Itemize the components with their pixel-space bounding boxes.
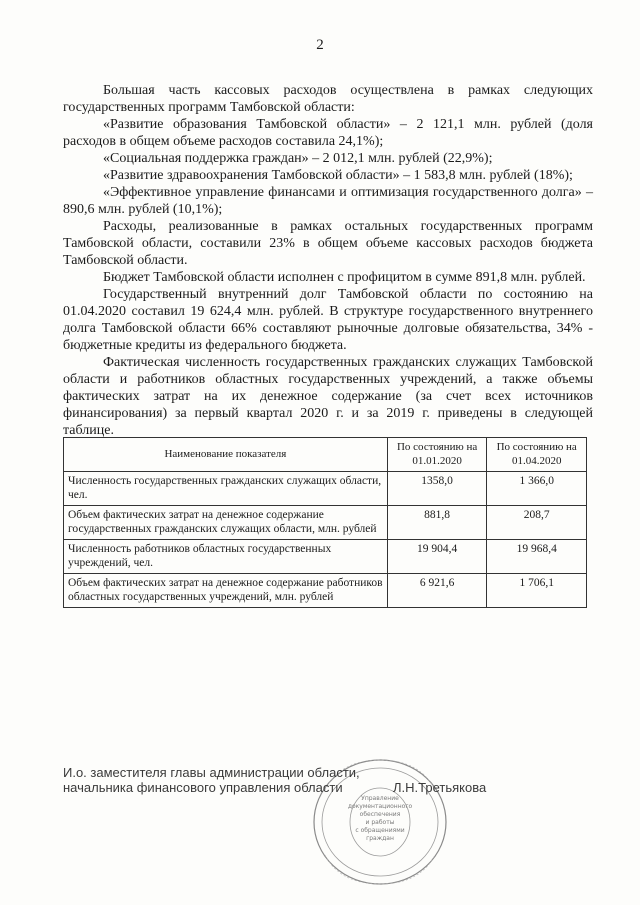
row-label: Объем фактических затрат на денежное содержание работников областных государственных учреждений, млн. рублей <box>64 574 388 608</box>
row-label: Объем фактических затрат на денежное содержание государственных гражданских служащих области, млн. рублей <box>64 506 388 540</box>
table-row <box>64 472 587 506</box>
svg-text:Управление: Управление <box>361 795 399 802</box>
row-value-1: 1358,0 <box>387 472 487 506</box>
paragraph: Бюджет Тамбовской области исполнен с профицитом в сумме 891,8 млн. рублей. <box>103 270 586 285</box>
signature-title-line-1: И.о. заместителя главы администрации области, <box>63 765 360 780</box>
svg-text:граждан: граждан <box>366 835 394 842</box>
signature-block <box>63 765 603 795</box>
row-value-2: 1 366,0 <box>487 472 587 506</box>
header-date-1: По состоянию на 01.01.2020 <box>387 438 487 472</box>
row-value-1: 881,8 <box>387 506 487 540</box>
indicators-table <box>63 437 587 608</box>
row-value-2: 1 706,1 <box>487 574 587 608</box>
signature-title-line-2: начальника финансового управления области <box>63 780 343 795</box>
table-row <box>64 506 587 540</box>
signatory-name: Л.Н.Третьякова <box>393 780 487 795</box>
page-number: 2 <box>316 37 324 53</box>
body-text <box>63 82 593 439</box>
row-value-2: 19 968,4 <box>487 540 587 574</box>
row-value-1: 6 921,6 <box>387 574 487 608</box>
svg-text:с обращениями: с обращениями <box>355 827 405 834</box>
paragraph: Государственный внутренний долг Тамбовской области по состоянию на 01.04.2020 составил 19 624,4 млн. рублей. В структуре государственного внутреннего долга Тамбовской области 66% составляют рыночные долговые обязательства, 34% - бюджетные кредиты из федерального бюджета. <box>63 287 593 353</box>
svg-text:обеспечения: обеспечения <box>359 811 401 818</box>
paragraph: Большая часть кассовых расходов осуществлена в рамках следующих государственных программ Тамбовской области: <box>63 83 593 115</box>
header-date-2: По состоянию на 01.04.2020 <box>487 438 587 472</box>
paragraph: «Развитие образования Тамбовской области» – 2 121,1 млн. рублей (доля расходов в общем объеме расходов составила 24,1%); <box>63 117 593 149</box>
table-header-row <box>64 438 587 472</box>
paragraph: «Эффективное управление финансами и оптимизация государственного долга» – 890,6 млн. рублей (10,1%); <box>63 185 593 217</box>
paragraph: «Социальная поддержка граждан» – 2 012,1 млн. рублей (22,9%); <box>103 151 493 166</box>
paragraph: Расходы, реализованные в рамках остальных государственных программ Тамбовской области, составили 23% в общем объеме кассовых расходов бюджета Тамбовской области. <box>63 219 593 268</box>
svg-text:и работы: и работы <box>365 819 395 826</box>
row-label: Численность работников областных государственных учреждений, чел. <box>64 540 388 574</box>
header-indicator: Наименование показателя <box>64 438 388 472</box>
table-row <box>64 574 587 608</box>
row-value-1: 19 904,4 <box>387 540 487 574</box>
paragraph: «Развитие здравоохранения Тамбовской области» – 1 583,8 млн. рублей (18%); <box>103 168 573 183</box>
row-label: Численность государственных гражданских служащих области, чел. <box>64 472 388 506</box>
table-row <box>64 540 587 574</box>
row-value-2: 208,7 <box>487 506 587 540</box>
svg-text:документационного: документационного <box>347 803 413 810</box>
paragraph: Фактическая численность государственных гражданских служащих Тамбовской области и работников областных государственных учреждений, а также объемы фактических затрат на их денежное содержание (за счет всех источников финансирования) за первый квартал 2020 г. и за 2019 г. приведены в следующей таблице. <box>63 355 593 438</box>
